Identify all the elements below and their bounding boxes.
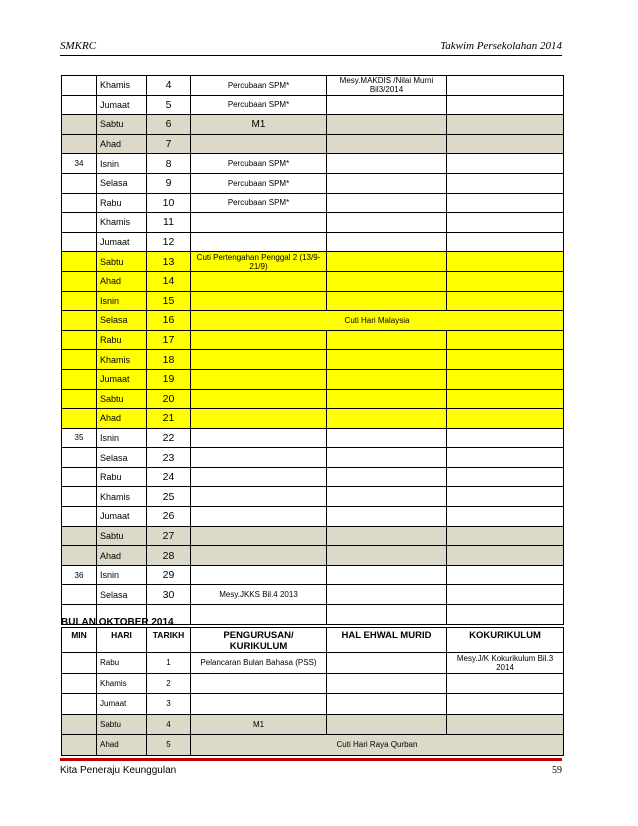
date-cell: 5 bbox=[147, 735, 191, 756]
footer-motto: Kita Peneraju Keunggulan bbox=[60, 765, 177, 776]
holiday-cell: Cuti Hari Raya Qurban bbox=[191, 735, 564, 756]
table-row bbox=[62, 546, 564, 566]
col-header-tarikh: TARIKH bbox=[147, 628, 191, 653]
hem-cell bbox=[327, 350, 447, 370]
table-row bbox=[62, 311, 564, 331]
date-cell: 24 bbox=[147, 467, 191, 487]
hem-cell bbox=[327, 232, 447, 252]
date-cell: 9 bbox=[147, 173, 191, 193]
table-row bbox=[62, 467, 564, 487]
week-cell bbox=[62, 507, 97, 527]
kokurikulum-cell bbox=[447, 546, 564, 566]
week-cell bbox=[62, 291, 97, 311]
page-number: 59 bbox=[552, 765, 562, 776]
hem-cell bbox=[327, 487, 447, 507]
pengurusan-cell bbox=[191, 487, 327, 507]
week-cell bbox=[62, 467, 97, 487]
hem-cell bbox=[327, 467, 447, 487]
day-cell: Sabtu bbox=[97, 714, 147, 735]
date-cell: 2 bbox=[147, 673, 191, 694]
pengurusan-cell bbox=[191, 467, 327, 487]
date-cell: 30 bbox=[147, 585, 191, 605]
day-cell: Khamis bbox=[97, 213, 147, 233]
hem-cell bbox=[327, 193, 447, 213]
page-header bbox=[60, 40, 562, 56]
day-cell: Isnin bbox=[97, 428, 147, 448]
day-cell: Sabtu bbox=[97, 115, 147, 135]
week-cell: 36 bbox=[62, 565, 97, 585]
date-cell: 19 bbox=[147, 369, 191, 389]
pengurusan-cell: Percubaan SPM* bbox=[191, 173, 327, 193]
pengurusan-cell bbox=[191, 526, 327, 546]
kokurikulum-cell bbox=[447, 673, 564, 694]
pengurusan-cell bbox=[191, 694, 327, 715]
hem-cell bbox=[327, 134, 447, 154]
table-row bbox=[62, 487, 564, 507]
pengurusan-cell bbox=[191, 428, 327, 448]
date-cell: 12 bbox=[147, 232, 191, 252]
footer-rule bbox=[60, 758, 562, 761]
day-cell: Sabtu bbox=[97, 526, 147, 546]
week-cell bbox=[62, 735, 97, 756]
pengurusan-cell bbox=[191, 330, 327, 350]
day-cell: Jumaat bbox=[97, 232, 147, 252]
hem-cell bbox=[327, 330, 447, 350]
day-cell: Khamis bbox=[97, 673, 147, 694]
date-cell: 25 bbox=[147, 487, 191, 507]
kokurikulum-cell bbox=[447, 193, 564, 213]
table-row bbox=[62, 213, 564, 233]
pengurusan-cell: Pelancaran Bulan Bahasa (PSS) bbox=[191, 653, 327, 674]
table-row bbox=[62, 252, 564, 272]
day-cell: Jumaat bbox=[97, 507, 147, 527]
date-cell: 1 bbox=[147, 653, 191, 674]
september-calendar-table bbox=[61, 75, 564, 625]
week-cell: 34 bbox=[62, 154, 97, 174]
day-cell: Khamis bbox=[97, 76, 147, 96]
table-row bbox=[62, 134, 564, 154]
date-cell: 6 bbox=[147, 115, 191, 135]
date-cell: 3 bbox=[147, 694, 191, 715]
date-cell: 26 bbox=[147, 507, 191, 527]
pengurusan-cell bbox=[191, 409, 327, 429]
kokurikulum-cell bbox=[447, 605, 564, 625]
pengurusan-cell bbox=[191, 565, 327, 585]
table-row bbox=[62, 330, 564, 350]
week-cell bbox=[62, 714, 97, 735]
week-cell: 35 bbox=[62, 428, 97, 448]
kokurikulum-cell bbox=[447, 252, 564, 272]
table-row bbox=[62, 585, 564, 605]
hem-cell bbox=[327, 507, 447, 527]
col-header-hari: HARI bbox=[97, 628, 147, 653]
hem-cell bbox=[327, 291, 447, 311]
table-row bbox=[62, 154, 564, 174]
hem-cell bbox=[327, 389, 447, 409]
kokurikulum-cell bbox=[447, 291, 564, 311]
kokurikulum-cell bbox=[447, 585, 564, 605]
table-row bbox=[62, 271, 564, 291]
date-cell: 14 bbox=[147, 271, 191, 291]
date-cell: 29 bbox=[147, 565, 191, 585]
date-cell: 18 bbox=[147, 350, 191, 370]
table-row bbox=[62, 565, 564, 585]
hem-cell bbox=[327, 565, 447, 585]
hem-cell bbox=[327, 714, 447, 735]
col-header-pengurusan: PENGURUSAN/ KURIKULUM bbox=[191, 628, 327, 653]
document-title: Takwim Persekolahan 2014 bbox=[440, 40, 562, 52]
table-row bbox=[62, 653, 564, 674]
kokurikulum-cell bbox=[447, 409, 564, 429]
kokurikulum-cell bbox=[447, 95, 564, 115]
week-cell bbox=[62, 409, 97, 429]
day-cell: Sabtu bbox=[97, 252, 147, 272]
pengurusan-cell: Percubaan SPM* bbox=[191, 193, 327, 213]
date-cell: 7 bbox=[147, 134, 191, 154]
week-cell bbox=[62, 134, 97, 154]
pengurusan-cell: Cuti Pertengahan Penggal 2 (13/9-21/9) bbox=[191, 252, 327, 272]
week-cell bbox=[62, 232, 97, 252]
hem-cell: Mesy.MAKDIS /Nilai Murni Bil3/2014 bbox=[327, 76, 447, 96]
kokurikulum-cell: Mesy.J/K Kokurikulum Bil.3 2014 bbox=[447, 653, 564, 674]
date-cell: 4 bbox=[147, 714, 191, 735]
kokurikulum-cell bbox=[447, 694, 564, 715]
pengurusan-cell bbox=[191, 448, 327, 468]
table-row bbox=[62, 507, 564, 527]
date-cell: 21 bbox=[147, 409, 191, 429]
pengurusan-cell bbox=[191, 673, 327, 694]
week-cell bbox=[62, 350, 97, 370]
col-header-min: MIN bbox=[62, 628, 97, 653]
pengurusan-cell bbox=[191, 546, 327, 566]
week-cell bbox=[62, 213, 97, 233]
table-row bbox=[62, 369, 564, 389]
day-cell: Isnin bbox=[97, 291, 147, 311]
pengurusan-cell: Percubaan SPM* bbox=[191, 154, 327, 174]
kokurikulum-cell bbox=[447, 232, 564, 252]
week-cell bbox=[62, 76, 97, 96]
hem-cell bbox=[327, 154, 447, 174]
week-cell bbox=[62, 95, 97, 115]
table-row bbox=[62, 115, 564, 135]
hem-cell bbox=[327, 448, 447, 468]
date-cell: 5 bbox=[147, 95, 191, 115]
day-cell: Isnin bbox=[97, 565, 147, 585]
table-row bbox=[62, 291, 564, 311]
day-cell: Jumaat bbox=[97, 694, 147, 715]
day-cell: Rabu bbox=[97, 193, 147, 213]
table-row bbox=[62, 409, 564, 429]
hem-cell bbox=[327, 428, 447, 448]
pengurusan-cell: Mesy.JKKS Bil.4 2013 bbox=[191, 585, 327, 605]
day-cell: Khamis bbox=[97, 487, 147, 507]
day-cell: Ahad bbox=[97, 271, 147, 291]
school-code: SMKRC bbox=[60, 40, 97, 52]
pengurusan-cell bbox=[191, 271, 327, 291]
date-cell: 4 bbox=[147, 76, 191, 96]
week-cell bbox=[62, 448, 97, 468]
day-cell: Ahad bbox=[97, 134, 147, 154]
col-header-hem: HAL EHWAL MURID bbox=[327, 628, 447, 653]
kokurikulum-cell bbox=[447, 526, 564, 546]
pengurusan-cell bbox=[191, 605, 327, 625]
kokurikulum-cell bbox=[447, 154, 564, 174]
hem-cell bbox=[327, 173, 447, 193]
pengurusan-cell bbox=[191, 291, 327, 311]
date-cell: 15 bbox=[147, 291, 191, 311]
kokurikulum-cell bbox=[447, 507, 564, 527]
table-row bbox=[62, 526, 564, 546]
pengurusan-cell: Percubaan SPM* bbox=[191, 76, 327, 96]
kokurikulum-cell bbox=[447, 428, 564, 448]
day-cell: Selasa bbox=[97, 311, 147, 331]
day-cell: Rabu bbox=[97, 330, 147, 350]
pengurusan-cell: M1 bbox=[191, 115, 327, 135]
date-cell: 20 bbox=[147, 389, 191, 409]
kokurikulum-cell bbox=[447, 213, 564, 233]
week-cell bbox=[62, 653, 97, 674]
pengurusan-cell bbox=[191, 134, 327, 154]
table-row bbox=[62, 448, 564, 468]
date-cell: 28 bbox=[147, 546, 191, 566]
date-cell: 22 bbox=[147, 428, 191, 448]
hem-cell bbox=[327, 213, 447, 233]
date-cell: 16 bbox=[147, 311, 191, 331]
table-row bbox=[62, 428, 564, 448]
kokurikulum-cell bbox=[447, 76, 564, 96]
pengurusan-cell bbox=[191, 213, 327, 233]
date-cell: 11 bbox=[147, 213, 191, 233]
header-rule bbox=[60, 55, 562, 56]
date-cell: 8 bbox=[147, 154, 191, 174]
week-cell bbox=[62, 389, 97, 409]
pengurusan-cell bbox=[191, 369, 327, 389]
pengurusan-cell: Percubaan SPM* bbox=[191, 95, 327, 115]
kokurikulum-cell bbox=[447, 714, 564, 735]
date-cell: 13 bbox=[147, 252, 191, 272]
kokurikulum-cell bbox=[447, 173, 564, 193]
hem-cell bbox=[327, 653, 447, 674]
table-row bbox=[62, 232, 564, 252]
table-row bbox=[62, 673, 564, 694]
table-row bbox=[62, 95, 564, 115]
hem-cell bbox=[327, 95, 447, 115]
day-cell: Ahad bbox=[97, 409, 147, 429]
week-cell bbox=[62, 252, 97, 272]
kokurikulum-cell bbox=[447, 350, 564, 370]
week-cell bbox=[62, 487, 97, 507]
holiday-cell: Cuti Hari Malaysia bbox=[191, 311, 564, 331]
october-header-row bbox=[62, 628, 564, 653]
date-cell: 17 bbox=[147, 330, 191, 350]
kokurikulum-cell bbox=[447, 565, 564, 585]
pengurusan-cell bbox=[191, 350, 327, 370]
day-cell: Rabu bbox=[97, 467, 147, 487]
hem-cell bbox=[327, 271, 447, 291]
kokurikulum-cell bbox=[447, 389, 564, 409]
kokurikulum-cell bbox=[447, 115, 564, 135]
date-cell: 27 bbox=[147, 526, 191, 546]
day-cell: Selasa bbox=[97, 448, 147, 468]
pengurusan-cell bbox=[191, 507, 327, 527]
table-row bbox=[62, 193, 564, 213]
table-row bbox=[62, 389, 564, 409]
kokurikulum-cell bbox=[447, 330, 564, 350]
hem-cell bbox=[327, 585, 447, 605]
week-cell bbox=[62, 271, 97, 291]
day-cell: Selasa bbox=[97, 173, 147, 193]
day-cell: Selasa bbox=[97, 585, 147, 605]
hem-cell bbox=[327, 546, 447, 566]
col-header-kokurikulum: KOKURIKULUM bbox=[447, 628, 564, 653]
table-row bbox=[62, 694, 564, 715]
day-cell: Isnin bbox=[97, 154, 147, 174]
pengurusan-cell bbox=[191, 232, 327, 252]
hem-cell bbox=[327, 673, 447, 694]
table-row bbox=[62, 714, 564, 735]
week-cell bbox=[62, 115, 97, 135]
pengurusan-cell: M1 bbox=[191, 714, 327, 735]
hem-cell bbox=[327, 369, 447, 389]
week-cell bbox=[62, 173, 97, 193]
hem-cell bbox=[327, 605, 447, 625]
day-cell: Ahad bbox=[97, 735, 147, 756]
kokurikulum-cell bbox=[447, 271, 564, 291]
day-cell: Sabtu bbox=[97, 389, 147, 409]
date-cell: 23 bbox=[147, 448, 191, 468]
week-cell bbox=[62, 193, 97, 213]
pengurusan-cell bbox=[191, 389, 327, 409]
kokurikulum-cell bbox=[447, 487, 564, 507]
week-cell bbox=[62, 311, 97, 331]
hem-cell bbox=[327, 409, 447, 429]
day-cell: Ahad bbox=[97, 546, 147, 566]
week-cell bbox=[62, 694, 97, 715]
october-title: BULAN OKTOBER 2014 bbox=[61, 617, 174, 628]
page-footer bbox=[60, 765, 562, 779]
week-cell bbox=[62, 585, 97, 605]
day-cell: Jumaat bbox=[97, 95, 147, 115]
table-row bbox=[62, 173, 564, 193]
hem-cell bbox=[327, 694, 447, 715]
hem-cell bbox=[327, 252, 447, 272]
week-cell bbox=[62, 546, 97, 566]
date-cell: 10 bbox=[147, 193, 191, 213]
day-cell: Rabu bbox=[97, 653, 147, 674]
day-cell: Khamis bbox=[97, 350, 147, 370]
kokurikulum-cell bbox=[447, 467, 564, 487]
table-row bbox=[62, 76, 564, 96]
week-cell bbox=[62, 369, 97, 389]
kokurikulum-cell bbox=[447, 448, 564, 468]
week-cell bbox=[62, 526, 97, 546]
kokurikulum-cell bbox=[447, 134, 564, 154]
week-cell bbox=[62, 673, 97, 694]
table-row bbox=[62, 735, 564, 756]
kokurikulum-cell bbox=[447, 369, 564, 389]
week-cell bbox=[62, 330, 97, 350]
october-calendar-table bbox=[61, 627, 564, 756]
hem-cell bbox=[327, 526, 447, 546]
day-cell: Jumaat bbox=[97, 369, 147, 389]
hem-cell bbox=[327, 115, 447, 135]
table-row bbox=[62, 350, 564, 370]
